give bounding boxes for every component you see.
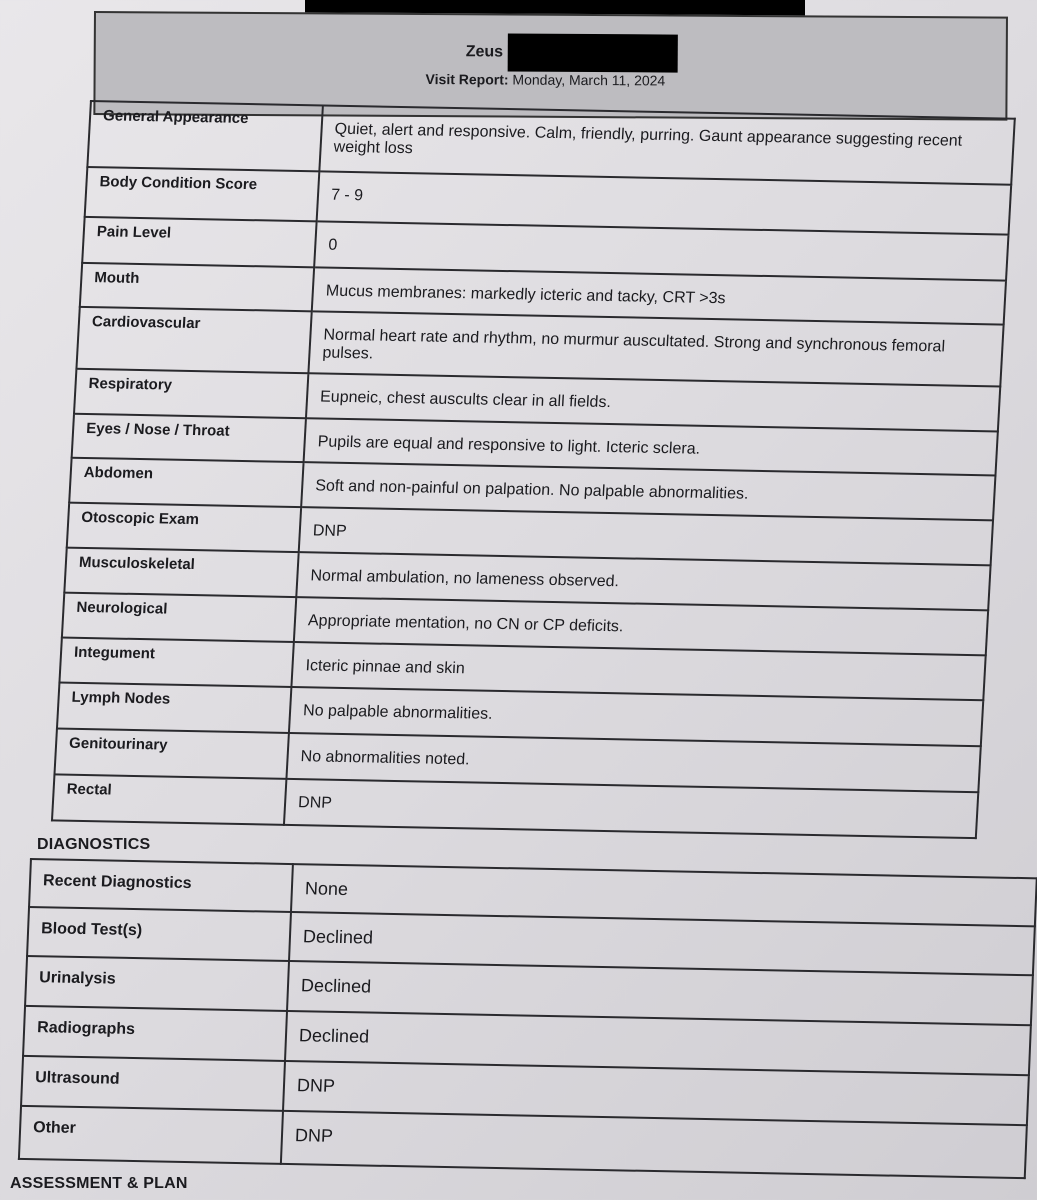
diagnostic-value: Declined xyxy=(287,961,1033,1025)
exam-label: Eyes / Nose / Throat xyxy=(72,414,306,462)
patient-name: Zeus xyxy=(465,43,504,61)
exam-label: Mouth xyxy=(80,263,314,311)
exam-label: Cardiovascular xyxy=(76,307,311,373)
exam-value: Normal heart rate and rhythm, no murmur auscultated. Strong and synchronous femoral pulses. xyxy=(308,311,1003,386)
diagnostic-label: Urinalysis xyxy=(25,956,289,1011)
exam-label: Lymph Nodes xyxy=(57,683,291,733)
diagnostic-label: Radiographs xyxy=(23,1006,287,1061)
diagnostic-value: DNP xyxy=(281,1111,1027,1178)
exam-value: Quiet, alert and responsive. Calm, friendly, purring. Gaunt appearance suggesting recent weight loss xyxy=(319,105,1014,184)
redaction-bar-name xyxy=(508,34,678,73)
diagnostics-table xyxy=(18,858,1037,1179)
diagnostic-label: Other xyxy=(19,1106,283,1164)
exam-label: Integument xyxy=(59,638,293,687)
exam-value: Appropriate mentation, no CN or CP deficits. xyxy=(294,597,988,655)
diagnostics-heading: DIAGNOSTICS xyxy=(37,836,151,853)
exam-label: Genitourinary xyxy=(54,728,288,778)
diagnostic-label: Ultrasound xyxy=(21,1056,285,1111)
exam-value: Normal ambulation, no lameness observed. xyxy=(296,552,990,610)
exam-value: DNP xyxy=(284,779,978,838)
exam-label: Otoscopic Exam xyxy=(67,503,301,552)
exam-value: No palpable abnormalities. xyxy=(289,687,983,746)
exam-label: General Appearance xyxy=(87,101,323,171)
exam-label: Abdomen xyxy=(69,458,303,507)
diagnostic-value: None xyxy=(291,864,1037,926)
exam-table xyxy=(51,100,1016,839)
exam-label: Neurological xyxy=(62,593,296,642)
visit-label: Visit Report: xyxy=(425,71,509,88)
diagnostic-value: DNP xyxy=(283,1061,1029,1125)
exam-value: Eupneic, chest auscults clear in all fields. xyxy=(306,373,1000,431)
diagnostic-value: Declined xyxy=(289,912,1035,975)
exam-label: Pain Level xyxy=(82,217,316,267)
exam-value: DNP xyxy=(299,507,993,565)
assessment-plan-heading: ASSESSMENT & PLAN xyxy=(10,1175,188,1192)
exam-label: Rectal xyxy=(52,774,286,824)
exam-value: 0 xyxy=(314,221,1008,280)
exam-label: Respiratory xyxy=(74,369,308,418)
exam-value: Pupils are equal and responsive to light. Icteric sclera. xyxy=(304,418,998,475)
exam-value: Mucus membranes: markedly icteric and tacky, CRT >3s xyxy=(312,267,1006,324)
visit-line xyxy=(426,71,666,88)
visit-date: Monday, March 11, 2024 xyxy=(512,71,666,89)
exam-label: Musculoskeletal xyxy=(64,548,298,597)
diagnostic-label: Blood Test(s) xyxy=(27,907,291,961)
exam-label: Body Condition Score xyxy=(85,167,320,221)
exam-value: Icteric pinnae and skin xyxy=(291,642,985,700)
exam-value: Soft and non-painful on palpation. No palpable abnormalities. xyxy=(301,462,995,520)
exam-value: 7 - 9 xyxy=(317,171,1012,234)
diagnostic-label: Recent Diagnostics xyxy=(29,859,293,912)
diagnostic-value: Declined xyxy=(285,1011,1031,1075)
exam-value: No abnormalities noted. xyxy=(286,733,980,792)
